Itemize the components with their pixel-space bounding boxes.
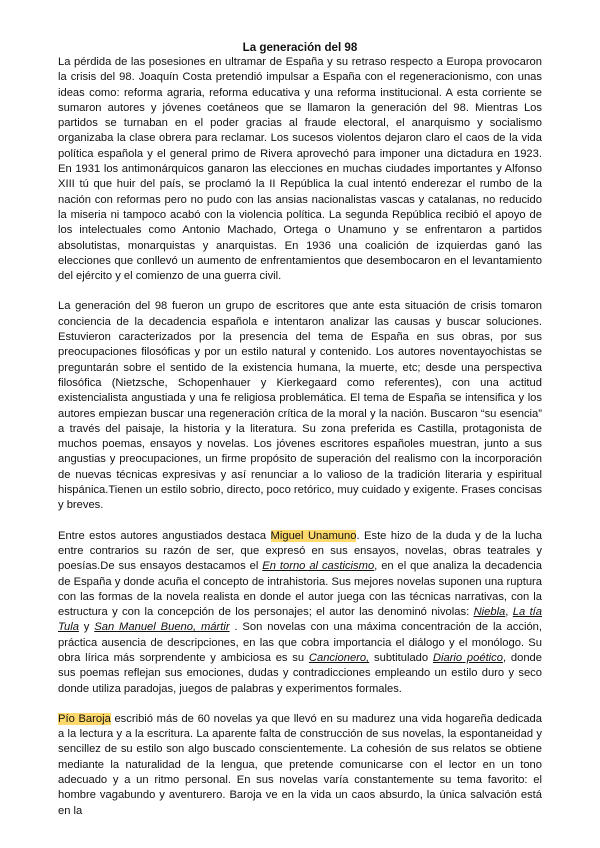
- work-title-cancionero: Cancionero,: [308, 651, 370, 664]
- work-title-diario: Diario poético: [432, 651, 503, 664]
- paragraph-gap: [58, 514, 542, 529]
- work-title-casticismo: En torno al casticismo: [262, 560, 375, 573]
- text-run: subtitulado: [369, 651, 433, 664]
- work-title-niebla: Niebla: [473, 606, 506, 619]
- text-run: y: [78, 621, 95, 634]
- work-title-tia-tula: La tía Tula: [58, 606, 543, 634]
- paragraph-unamuno: [58, 529, 542, 697]
- paragraph-baroja: [58, 712, 542, 819]
- paragraph-context: La pérdida de las posesiones en ultramar de España y su retraso respecto a Europa provocaron la crisis del 98. Joaquín Costa pretendió impulsar a España con el regeneracionismo, con unas ideas como: reforma agraria, reforma educativa y una reforma institucional. A esta corriente se sumaron autores y jóvenes coetáneos que se llamaron la generación del 98. Mientras Los partidos se turnaban en el poder gracias al fraude electoral, el anarquismo y socialismo organizaba la clase obrera para reclamar. Los sucesos violentos dejaron claro el caos de la vida política española y el general primo de Rivera aprovechó para imponer una dictadura en 1923. En 1931 los antimonárquicos ganaron las elecciones en muchas ciudades importantes y Alfonso XIII tú que huir del país, se proclamó la II República la cual intentó enderezar el rumbo de la nación con reformas pero no pudo con las ansias nacionalistas vascas y catalanas, no reducido la miseria ni tampoco acabó con la violencia política. La segunda República recibió el apoyo de los intelectuales como Antonio Machado, Ortega o Unamuno y se enfrentaron a partidos absolutistas, monarquistas y anarquistas. En 1936 una coalición de izquierdas ganó las elecciones que conllevó un aumento de enfrentamientos que desembocaron en el levantamiento del ejército y el comienzo de una guerra civil.: [58, 56, 542, 283]
- paragraph-gap: [58, 284, 542, 299]
- text-run: . Este hizo de la duda y de la lucha entre contrarios su razón de ser, que expresó en sus ensayos, novelas, obras teatrales y poesías.De sus ensayos destacamos el: [58, 529, 543, 573]
- document-page: [58, 40, 542, 819]
- highlight-unamuno: Miguel Unamuno: [270, 529, 357, 542]
- paragraph-gap: [58, 697, 542, 712]
- text-run: ,: [505, 606, 513, 619]
- highlight-baroja: Pío Baroja: [58, 712, 111, 725]
- paragraph-generation: La generación del 98 fueron un grupo de escritores que ante esta situación de crisis tomaron conciencia de la decadencia española e intentaron analizar las causas y buscar soluciones. Estuvieron caracterizados por la presencia del tema de España en sus obras, por sus preocupaciones filosóficas y por un estilo natural y contenido. Los autores noventayochistas se preguntarán sobre el sentido de la existencia humana, la muerte, etc; desde una perspectiva filosófica (Nietzsche, Schopenhauer y Kierkegaard como referentes), con una actitud existencialista angustiada y una fe religiosa problemática. El tema de España se intensifica y los autores empiezan buscar una regeneración crítica de la moral y la nación. Buscaron “su esencia” a través del paisaje, la historia y la literatura. Su zona preferida es Castilla, protagonista de muchos poemas, ensayos y novelas. Los jóvenes escritores españoles muestran, junto a sus angustias y preocupaciones, un firme propósito de superación del realismo con la incorporación de nuevas técnicas expresivas y así renunciar a lo valioso de la tradición literaria y espiritual hispánica.Tienen un estilo sobrio, directo, poco retórico, muy cuidado y exigente. Frases concisas y breves.: [58, 300, 543, 512]
- text-run: escribió más de 60 novelas ya que llevó en su madurez una vida hogareña dedicada a la lectura y a la escritura. La aparente falta de construcción de sus novelas, la espontaneidad y sencillez de su estilo son algo buscado conscientemente. La cohesión de sus relatos se obtiene mediante la naturalidad de la lengua, que pretende comunicarse con el lector en un tono adecuado y a un ritmo personal. En sus novelas varía constantemente su tema favorito: el hombre vagabundo y aventurero. Baroja ve en la vida un caos absurdo, la única salvación está en la: [58, 712, 542, 817]
- work-title-san-manuel: San Manuel Bueno, mártir: [94, 621, 230, 634]
- page-title: La generación del 98: [242, 41, 358, 54]
- text-run: . Son novelas con una máxima concentración de la acción, práctica ausencia de descripciones, en las que cobra importancia el diálogo y el monólogo. Su obra lírica más sorprendente y ambiciosa es su: [58, 621, 543, 664]
- text-run: , en el que analiza la decadencia de España y donde acuña el concepto de intrahistoria. Sus mejores novelas suponen una ruptura con las formas de la novela realista en donde el autor juega con las técnicas narrativas, con la estructura y con la concepción de los personajes; el autor las denominó nivolas:: [58, 560, 542, 619]
- text-run: Entre estos autores angustiados destaca: [58, 529, 271, 542]
- text-run: , donde sus poemas reflejan sus emociones, dudas y contradicciones empleando un estilo duro y seco donde utiliza paradojas, juegos de palabras y experimentos formales.: [58, 651, 542, 695]
